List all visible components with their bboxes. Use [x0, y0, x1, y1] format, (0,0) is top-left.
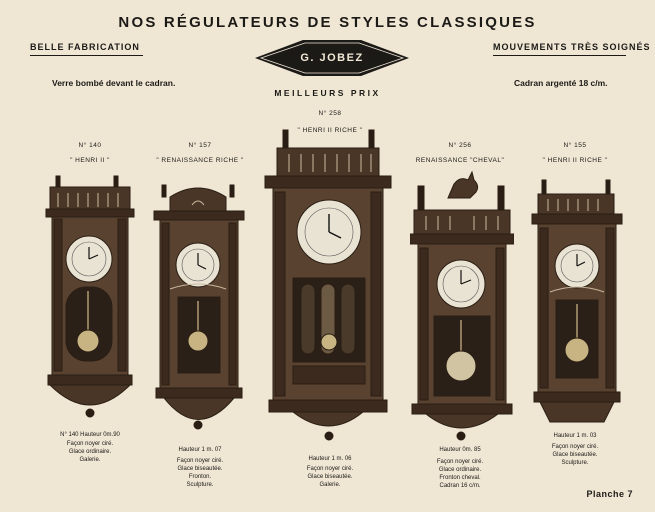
clock-2-illustration [150, 183, 250, 441]
clock-5-desc-line-3: Glace biseautée. [552, 452, 598, 458]
clock-3-desc-line-1: Hauteur 1 m. 06 [308, 456, 352, 462]
clock-1-desc-line-3: Glace ordinaire. [68, 449, 112, 455]
clock-3-number: N° 258 [318, 110, 342, 117]
clock-1-desc-line-1: N° 140 Hauteur 0m.90 [60, 432, 120, 438]
note-glass: Verre bombé devant le cadran. [52, 78, 176, 88]
clock-4-desc-line-2: Façon noyer ciré. [436, 459, 484, 465]
clock-2-desc-line-1: Hauteur 1 m. 07 [178, 447, 222, 453]
clock-3-desc-line-3: Glace biseautée. [307, 474, 353, 480]
header-right-underline [493, 55, 626, 56]
clock-2-desc-line-3: Glace biseautée. [177, 466, 223, 472]
clock-3-desc-line-2: Façon noyer ciré. [306, 466, 354, 472]
clock-4-style: RENAISSANCE "CHEVAL" [415, 157, 505, 164]
clock-5-illustration [530, 178, 624, 426]
clock-1-desc-line-2: Façon noyer ciré. [66, 441, 114, 447]
clock-1-desc-line-4: Galerie. [79, 457, 101, 463]
clock-2-desc-line-4: Fronton. [188, 474, 212, 480]
header-left-underline [30, 55, 143, 56]
clock-4-desc-line-3: Glace ordinaire. [438, 467, 482, 473]
page-title: NOS RÉGULATEURS DE STYLES CLASSIQUES [118, 14, 537, 31]
clock-4-illustration [410, 168, 514, 446]
note-dial: Cadran argenté 18 c/m. [514, 78, 608, 88]
clock-3-illustration [263, 128, 393, 452]
clock-2-style: " RENAISSANCE RICHE " [156, 157, 244, 164]
clock-2-desc-line-2: Façon noyer ciré. [176, 458, 224, 464]
clock-4-desc-line-4: Fronton cheval. [439, 475, 481, 481]
clock-5-desc-line-1: Hauteur 1 m. 03 [553, 433, 597, 439]
clock-5-number: N° 155 [563, 142, 587, 149]
clock-5-style: " HENRI II RICHE " [542, 157, 608, 164]
clock-3-style: " HENRI II RICHE " [297, 127, 363, 134]
brand-tagline: MEILLEURS PRIX [274, 88, 381, 98]
clock-4-desc-line-1: Hauteur 0m. 85 [439, 447, 481, 453]
header-left: BELLE FABRICATION [30, 42, 140, 52]
brand-logo [255, 40, 409, 76]
clock-5-desc-line-4: Sculpture. [561, 460, 589, 466]
clock-1-number: N° 140 [78, 142, 102, 149]
clock-3-desc-line-4: Galerie. [319, 482, 341, 488]
clock-2-number: N° 157 [188, 142, 212, 149]
header-right: MOUVEMENTS TRÈS SOIGNÉS [493, 42, 651, 52]
clock-1-style: " HENRI II " [70, 157, 110, 164]
clock-1-illustration [40, 175, 140, 430]
brand-name: G. JOBEZ [300, 52, 364, 64]
clock-4-desc-line-5: Cadran 16 c/m. [439, 483, 481, 489]
clock-5-desc-line-2: Façon noyer ciré. [551, 444, 599, 450]
clock-4-number: N° 256 [448, 142, 472, 149]
plate-number: Planche 7 [586, 489, 633, 499]
clock-2-desc-line-5: Sculpture. [186, 482, 214, 488]
